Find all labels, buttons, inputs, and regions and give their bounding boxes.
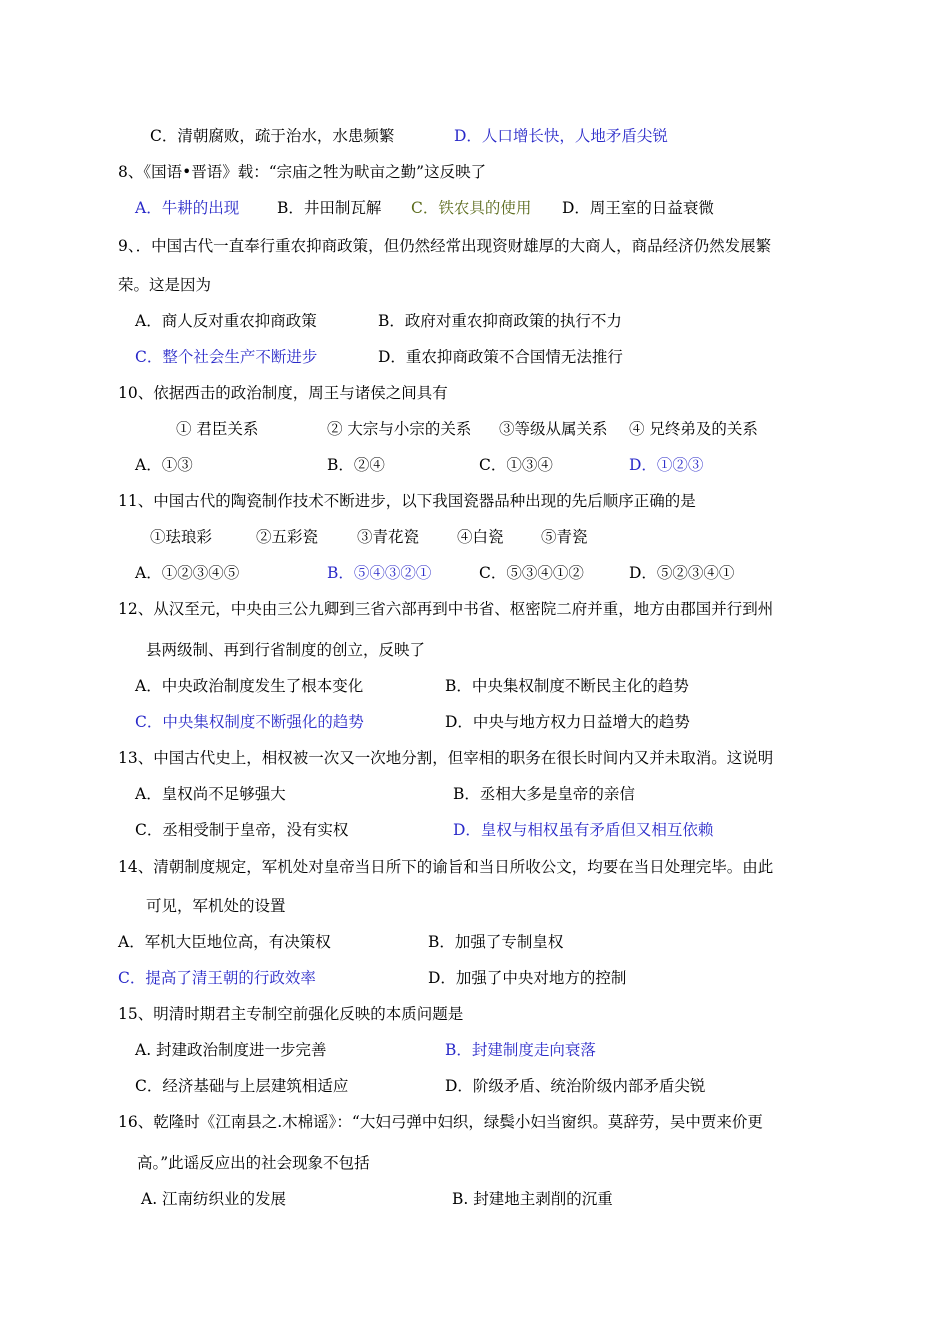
- option-d-answer: D．①②③: [629, 456, 704, 474]
- option-a: A．军机大臣地位高，有决策权: [118, 933, 331, 951]
- question-stem: 10、依据西击的政治制度，周王与诸侯之间具有: [118, 384, 448, 402]
- item-3: ③等级从属关系: [499, 420, 608, 438]
- question-stem: 可见，军机处的设置: [146, 897, 286, 915]
- option-b: B．丞相大多是皇帝的亲信: [453, 785, 635, 803]
- question-stem: 高。”此谣反应出的社会现象不包括: [137, 1154, 370, 1172]
- option-d: D．加强了中央对地方的控制: [428, 969, 627, 987]
- option-c-answer: C．中央集权制度不断强化的趋势: [135, 713, 364, 731]
- question-stem: 12、从汉至元，中央由三公九卿到三省六部再到中书省、枢密院二府并重，地方由郡国并行到州: [118, 600, 774, 618]
- option-a: A. 江南纺织业的发展: [141, 1190, 287, 1208]
- option-d-answer: D．人口增长快，人地矛盾尖锐: [454, 127, 668, 145]
- option-b: B．政府对重农抑商政策的执行不力: [378, 312, 622, 330]
- item-4: ④ 兄终弟及的关系: [629, 420, 758, 438]
- option-b: B．加强了专制皇权: [428, 933, 564, 951]
- item-1: ① 君臣关系: [176, 420, 259, 438]
- question-stem: 15、明清时期君主专制空前强化反映的本质问题是: [118, 1005, 464, 1023]
- option-a: A．商人反对重农抑商政策: [135, 312, 317, 330]
- option-c-answer: C．提高了清王朝的行政效率: [118, 969, 316, 987]
- question-stem: 9、．中国古代一直奉行重农抑商政策，但仍然经常出现资财雄厚的大商人，商品经济仍然发展繁: [118, 237, 772, 255]
- option-c: C．清朝腐败，疏于治水，水患频繁: [150, 127, 395, 145]
- item-2: ②五彩瓷: [256, 528, 319, 546]
- item-2: ② 大宗与小宗的关系: [327, 420, 472, 438]
- option-a: A．①②③④⑤: [135, 564, 240, 582]
- option-b-answer: B．⑤④③②①: [327, 564, 432, 582]
- question-stem: 13、中国古代史上，相权被一次又一次地分割，但宰相的职务在很长时间内又并未取消。这说明: [118, 749, 774, 767]
- option-c: C．丞相受制于皇帝，没有实权: [135, 821, 349, 839]
- item-5: ⑤青瓷: [541, 528, 588, 546]
- question-stem: 11、中国古代的陶瓷制作技术不断进步，以下我国瓷器品种出现的先后顺序正确的是: [118, 492, 696, 510]
- option-d-answer: D．皇权与相权虽有矛盾但又相互依赖: [453, 821, 714, 839]
- option-c: C．①③④: [479, 456, 553, 474]
- item-1: ①珐琅彩: [150, 528, 213, 546]
- question-stem: 县两级制、再到行省制度的创立，反映了: [146, 641, 426, 659]
- option-d: D．中央与地方权力日益增大的趋势: [445, 713, 690, 731]
- option-a-answer: A．牛耕的出现: [135, 199, 240, 217]
- question-stem: 8、《国语•晋语》载：“宗庙之牲为畎亩之勤”这反映了: [118, 163, 487, 181]
- option-d: D．周王室的日益衰微: [562, 199, 714, 217]
- option-c-answer: C．整个社会生产不断进步: [135, 348, 318, 366]
- option-a: A．①③: [135, 456, 193, 474]
- item-3: ③青花瓷: [357, 528, 420, 546]
- option-a: A．皇权尚不足够强大: [135, 785, 286, 803]
- option-c: C．铁农具的使用: [411, 199, 532, 217]
- option-b: B. 封建地主剥削的沉重: [452, 1190, 613, 1208]
- option-a: A．中央政治制度发生了根本变化: [135, 677, 364, 695]
- option-c: C．⑤③④①②: [479, 564, 584, 582]
- item-4: ④白瓷: [457, 528, 504, 546]
- option-b: B．中央集权制度不断民主化的趋势: [445, 677, 689, 695]
- option-b: B．②④: [327, 456, 385, 474]
- option-a: A. 封建政治制度进一步完善: [135, 1041, 327, 1059]
- option-b-answer: B．封建制度走向衰落: [445, 1041, 596, 1059]
- question-stem: 荣。这是因为: [118, 276, 212, 294]
- option-d: D．阶级矛盾、统治阶级内部矛盾尖锐: [445, 1077, 706, 1095]
- option-c: C．经济基础与上层建筑相适应: [135, 1077, 349, 1095]
- option-d: D．重农抑商政策不合国情无法推行: [378, 348, 623, 366]
- option-d: D．⑤②③④①: [629, 564, 735, 582]
- question-stem: 14、清朝制度规定，军机处对皇帝当日所下的谕旨和当日所收公文，均要在当日处理完毕。由此: [118, 858, 774, 876]
- question-stem: 16、乾隆时《江南县之.木棉谣》：“大妇弓弹中妇织，绿鬓小妇当窗织。莫辞劳，吴中贾来价更: [118, 1113, 763, 1131]
- option-b: B．井田制瓦解: [277, 199, 382, 217]
